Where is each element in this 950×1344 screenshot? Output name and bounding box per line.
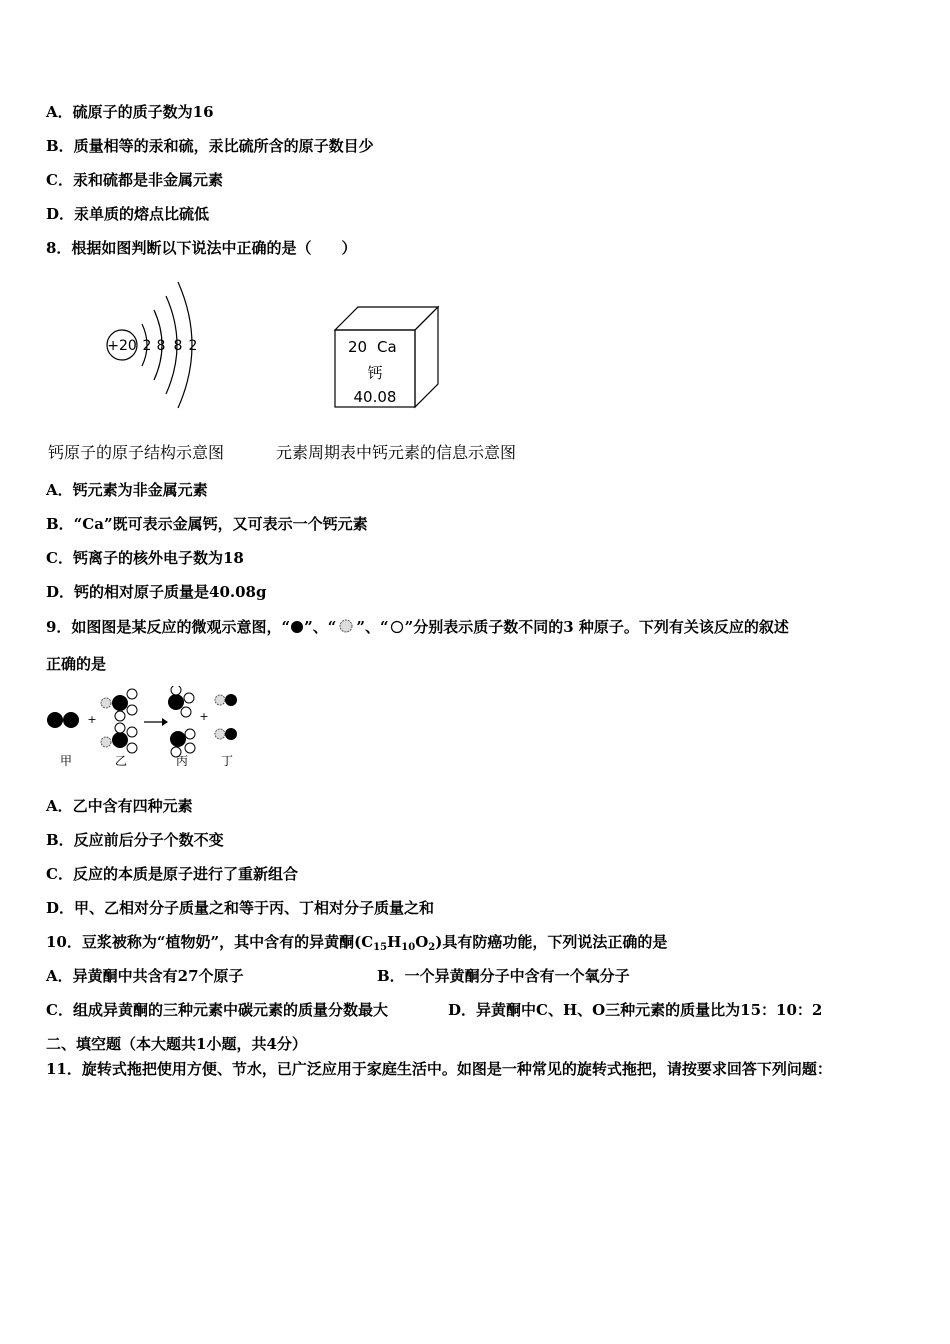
formula-sub-o: 2 bbox=[428, 942, 436, 953]
label-ding: 丁 bbox=[220, 754, 234, 768]
shell-4-electrons: 2 bbox=[188, 338, 198, 354]
q10-option-b: B．一个异黄酮分子中含有一个氧分子 bbox=[377, 967, 630, 985]
q7-option-d: D．汞单质的熔点比硫低 bbox=[46, 205, 210, 223]
calcium-atom-structure-diagram bbox=[96, 272, 216, 418]
q7-option-b: B．质量相等的汞和硫，汞比硫所含的原子数目少 bbox=[46, 137, 374, 155]
caption-element-cell: 元素周期表中钙元素的信息示意图 bbox=[276, 443, 517, 462]
label-yi: 乙 bbox=[114, 754, 128, 768]
atomic-mass: 40.08 bbox=[353, 388, 397, 406]
dotted-atom-icon bbox=[336, 618, 356, 634]
nucleus-charge: +20 bbox=[107, 338, 137, 354]
black-atom-icon bbox=[290, 620, 304, 634]
q9-stem-line2: 正确的是 bbox=[46, 655, 107, 673]
q9-stem-part2: ”、“ bbox=[304, 618, 337, 636]
caption-atom-structure: 钙原子的原子结构示意图 bbox=[48, 443, 225, 462]
q10-stem-post: )具有防癌功能，下列说法正确的是 bbox=[435, 933, 668, 951]
q8-option-c: C．钙离子的核外电子数为18 bbox=[46, 549, 244, 567]
q10-stem bbox=[46, 932, 667, 958]
svg-text:+: + bbox=[87, 713, 97, 726]
q9-stem-part3: ”、“ bbox=[356, 618, 389, 636]
element-name: 钙 bbox=[367, 364, 383, 382]
q7-option-a: A．硫原子的质子数为16 bbox=[46, 103, 214, 121]
q9-option-b: B．反应前后分子个数不变 bbox=[46, 831, 224, 849]
reaction-micro-diagram bbox=[44, 686, 254, 772]
q9-stem-part4: ”分别表示质子数不同的3 种原子。下列有关该反应的叙述 bbox=[404, 618, 789, 636]
q9-option-a: A．乙中含有四种元素 bbox=[46, 797, 193, 815]
shell-2-electrons: 8 bbox=[156, 338, 166, 354]
q9-option-d: D．甲、乙相对分子质量之和等于丙、丁相对分子质量之和 bbox=[46, 899, 435, 917]
formula-sub-c: 15 bbox=[373, 942, 388, 953]
shell-3-electrons: 8 bbox=[173, 338, 183, 354]
atomic-number: 20 bbox=[348, 338, 368, 356]
q9-option-c: C．反应的本质是原子进行了重新组合 bbox=[46, 865, 298, 883]
q10-option-a: A．异黄酮中共含有27个原子 bbox=[46, 967, 244, 985]
section-2-heading: 二、填空题（本大题共1小题，共4分） bbox=[46, 1035, 307, 1053]
svg-text:+: + bbox=[199, 710, 209, 723]
q7-option-c: C．汞和硫都是非金属元素 bbox=[46, 171, 223, 189]
formula-o: O bbox=[415, 933, 429, 951]
formula-h: H bbox=[387, 933, 402, 951]
q10-stem-pre: 10．豆浆被称为“植物奶”，其中含有的异黄酮(C bbox=[46, 933, 374, 951]
q8-option-d: D．钙的相对原子质量是40.08g bbox=[46, 583, 267, 601]
q9-stem bbox=[46, 617, 789, 637]
calcium-element-cell bbox=[330, 302, 442, 412]
formula-sub-h: 10 bbox=[401, 942, 416, 953]
element-symbol: Ca bbox=[377, 338, 397, 356]
label-jia: 甲 bbox=[59, 754, 73, 768]
q10-option-d: D．异黄酮中C、H、O三种元素的质量比为15：10：2 bbox=[448, 1001, 823, 1019]
q8-stem: 8．根据如图判断以下说法中正确的是（ ） bbox=[46, 239, 357, 257]
q9-stem-part1: 9．如图图是某反应的微观示意图，“ bbox=[46, 618, 291, 636]
label-bing: 丙 bbox=[175, 754, 189, 768]
shell-1-electrons: 2 bbox=[142, 338, 152, 354]
q10-option-c: C．组成异黄酮的三种元素中碳元素的质量分数最大 bbox=[46, 1001, 388, 1019]
white-atom-icon bbox=[389, 620, 405, 634]
q11-stem: 11．旋转式拖把使用方便、节水，已广泛应用于家庭生活中。如图是一种常见的旋转式拖把，请按要求回答下列问题： bbox=[46, 1060, 832, 1078]
q8-option-b: B．“Ca”既可表示金属钙，又可表示一个钙元素 bbox=[46, 515, 368, 533]
q8-option-a: A．钙元素为非金属元素 bbox=[46, 481, 208, 499]
